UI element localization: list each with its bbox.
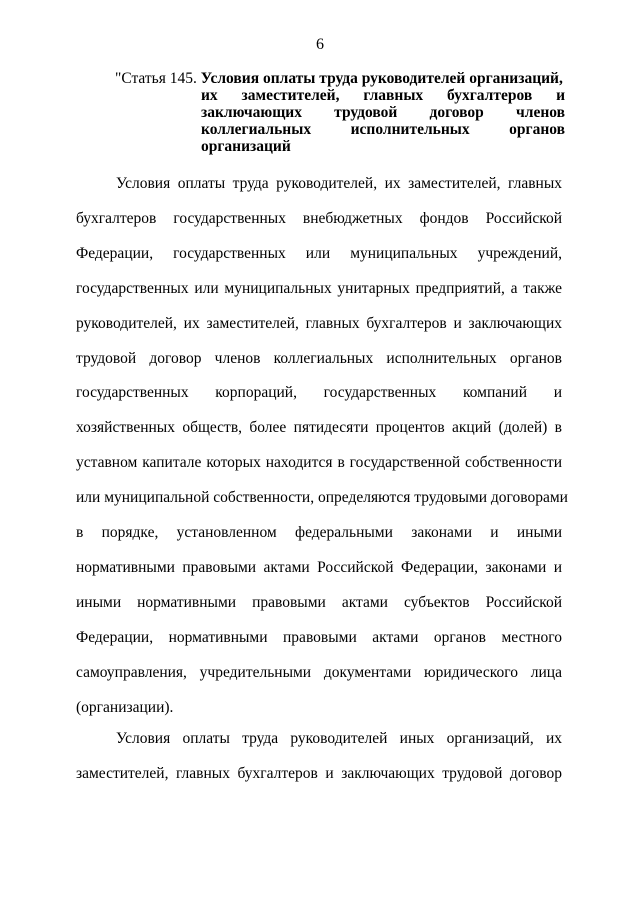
article-title-line [115, 70, 565, 87]
paragraph-line: в порядке, установленном федеральными законами и иными [76, 524, 562, 542]
body-paragraph-2 [76, 722, 562, 792]
article-title-line: организаций [201, 138, 291, 155]
page-number: 6 [316, 36, 324, 53]
paragraph-line: или муниципальной собственности, определяются трудовыми договорами [76, 489, 568, 507]
paragraph-line: Условия оплаты труда руководителей иных организаций, их [116, 730, 562, 747]
article-title-line: коллегиальных исполнительных органов [201, 121, 565, 138]
article-label: "Статья 145. [115, 70, 197, 87]
article-title-line: их заместителей, главных бухгалтеров и [201, 87, 565, 104]
paragraph-line: заместителей, главных бухгалтеров и заключающих трудовой договор [76, 764, 562, 782]
paragraph-line: самоуправления, учредительными документами юридического лица [76, 663, 562, 681]
article-title-line: заключающих трудовой договор членов [201, 104, 565, 121]
paragraph-line: государственных или муниципальных унитарных предприятий, а также [76, 279, 562, 297]
paragraph-line: хозяйственных обществ, более пятидесяти процентов акций (долей) в [76, 419, 562, 437]
article-header [115, 70, 565, 155]
paragraph-line: уставном капитале которых находится в государственной собственности [76, 454, 562, 472]
paragraph-line: руководителей, их заместителей, главных бухгалтеров и заключающих [76, 314, 562, 332]
paragraph-line: Условия оплаты труда руководителей, их заместителей, главных [116, 175, 562, 192]
paragraph-line: нормативными правовыми актами Российской Федерации, законами и [76, 558, 562, 576]
paragraph-line: бухгалтеров государственных внебюджетных фондов Российской [76, 209, 562, 227]
paragraph-line: Федерации, государственных или муниципальных учреждений, [76, 244, 562, 262]
article-title-first-line: Условия оплаты труда руководителей организаций, [200, 70, 563, 87]
paragraph-line: иными нормативными правовыми актами субъектов Российской [76, 593, 562, 611]
paragraph-line: трудовой договор членов коллегиальных исполнительных органов [76, 349, 562, 367]
paragraph-line: (организации). [76, 698, 174, 716]
paragraph-line: государственных корпораций, государственных компаний и [76, 384, 562, 402]
paragraph-line: Федерации, нормативными правовыми актами органов местного [76, 628, 562, 646]
body-paragraph-1 [76, 167, 568, 726]
